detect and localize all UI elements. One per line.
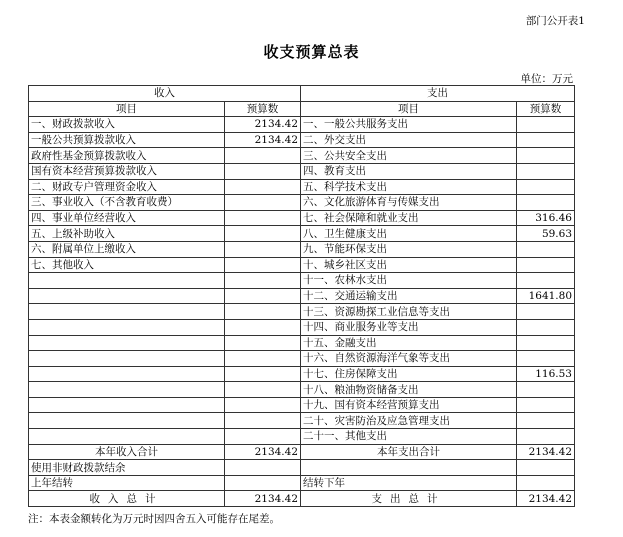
unit-label: 单位：万元	[520, 73, 573, 85]
carry-over-row	[29, 475, 575, 491]
table-row	[29, 179, 575, 195]
table-row	[29, 319, 575, 335]
table-row	[29, 195, 575, 211]
expense-value-cell	[517, 117, 575, 133]
income-value-cell	[225, 319, 301, 335]
expense-value-cell	[517, 413, 575, 429]
expense-value-cell: 1641.80	[517, 288, 575, 304]
table-row	[29, 382, 575, 398]
expense-item-cell: 十一、农林水支出	[301, 273, 517, 289]
non-fiscal-label: 使用非财政拨款结余	[29, 460, 225, 476]
income-value-cell	[225, 366, 301, 382]
table-row	[29, 397, 575, 413]
income-value-cell: 2134.42	[225, 117, 301, 133]
table-row	[29, 241, 575, 257]
income-item-cell	[29, 319, 225, 335]
expense-item-cell: 十三、资源勘探工业信息等支出	[301, 304, 517, 320]
income-item-cell: 五、上级补助收入	[29, 226, 225, 242]
income-item-header: 项目	[29, 101, 225, 117]
expense-item-cell: 六、文化旅游体育与传媒支出	[301, 195, 517, 211]
income-value-cell	[225, 210, 301, 226]
expense-value-cell	[517, 132, 575, 148]
expense-value-cell	[517, 335, 575, 351]
table-row	[29, 366, 575, 382]
non-fiscal-balance-row	[29, 460, 575, 476]
expense-item-header: 项目	[301, 101, 517, 117]
income-value-cell	[225, 429, 301, 445]
column-header-row	[29, 101, 575, 117]
income-value-cell	[225, 257, 301, 273]
income-item-cell: 七、其他收入	[29, 257, 225, 273]
expense-item-cell: 五、科学技术支出	[301, 179, 517, 195]
expense-item-cell: 十七、住房保障支出	[301, 366, 517, 382]
income-value-cell	[225, 351, 301, 367]
income-item-cell	[29, 366, 225, 382]
expense-value-cell	[517, 397, 575, 413]
table-row	[29, 163, 575, 179]
section-header-row	[29, 86, 575, 102]
table-row	[29, 288, 575, 304]
expense-item-cell: 二十、灾害防治及应急管理支出	[301, 413, 517, 429]
table-row	[29, 304, 575, 320]
income-item-cell	[29, 413, 225, 429]
income-value-cell	[225, 179, 301, 195]
income-value-cell	[225, 241, 301, 257]
income-item-cell: 政府性基金预算拨款收入	[29, 148, 225, 164]
income-item-cell: 六、附属单位上缴收入	[29, 241, 225, 257]
income-header: 收入	[29, 86, 301, 102]
next-carry-label: 结转下年	[301, 475, 517, 491]
prev-carry-label: 上年结转	[29, 475, 225, 491]
income-value-cell	[225, 382, 301, 398]
year-expense-label: 本年支出合计	[301, 444, 517, 460]
year-total-row	[29, 444, 575, 460]
table-row	[29, 148, 575, 164]
income-value-cell	[225, 148, 301, 164]
table-row	[29, 257, 575, 273]
income-value-cell	[225, 413, 301, 429]
income-value-cell: 2134.42	[225, 132, 301, 148]
expense-value-cell	[517, 382, 575, 398]
expense-value-cell: 316.46	[517, 210, 575, 226]
total-expense-value: 2134.42	[517, 491, 575, 507]
table-row	[29, 351, 575, 367]
expense-value-cell	[517, 195, 575, 211]
table-row	[29, 132, 575, 148]
income-value-cell	[225, 226, 301, 242]
table-row	[29, 226, 575, 242]
year-income-value: 2134.42	[225, 444, 301, 460]
income-item-cell	[29, 288, 225, 304]
form-number: 部门公开表1	[525, 15, 585, 27]
grand-total-row	[29, 491, 575, 507]
expense-item-cell: 四、教育支出	[301, 163, 517, 179]
income-item-cell	[29, 351, 225, 367]
expense-value-cell	[517, 257, 575, 273]
income-value-cell	[225, 397, 301, 413]
expense-item-cell: 二、外交支出	[301, 132, 517, 148]
income-item-cell	[29, 273, 225, 289]
expense-value-cell: 116.53	[517, 366, 575, 382]
expense-budget-header: 预算数	[517, 101, 575, 117]
table-row	[29, 117, 575, 133]
income-budget-header: 预算数	[225, 101, 301, 117]
income-item-cell: 一、财政拨款收入	[29, 117, 225, 133]
income-item-cell	[29, 382, 225, 398]
page-title: 收支预算总表	[263, 43, 360, 61]
expense-value-cell	[517, 179, 575, 195]
total-expense-label: 支出总计	[301, 491, 517, 507]
expense-value-cell	[517, 351, 575, 367]
income-value-cell	[225, 288, 301, 304]
expense-value-cell	[517, 273, 575, 289]
income-value-cell	[225, 304, 301, 320]
expense-item-cell: 一、一般公共服务支出	[301, 117, 517, 133]
expense-item-cell: 十五、金融支出	[301, 335, 517, 351]
expense-header: 支出	[301, 86, 575, 102]
income-value-cell	[225, 163, 301, 179]
expense-item-cell: 十八、粮油物资储备支出	[301, 382, 517, 398]
income-item-cell	[29, 304, 225, 320]
expense-value-cell	[517, 241, 575, 257]
table-row	[29, 335, 575, 351]
table-row	[29, 210, 575, 226]
expense-item-cell: 七、社会保障和就业支出	[301, 210, 517, 226]
income-item-cell: 四、事业单位经营收入	[29, 210, 225, 226]
total-income-label: 收入总计	[29, 491, 225, 507]
expense-item-cell: 十四、商业服务业等支出	[301, 319, 517, 335]
expense-item-cell: 三、公共安全支出	[301, 148, 517, 164]
year-expense-value: 2134.42	[517, 444, 575, 460]
expense-item-cell: 八、卫生健康支出	[301, 226, 517, 242]
expense-item-cell: 二十一、其他支出	[301, 429, 517, 445]
income-value-cell	[225, 335, 301, 351]
expense-value-cell	[517, 429, 575, 445]
income-item-cell	[29, 429, 225, 445]
total-income-value: 2134.42	[225, 491, 301, 507]
income-item-cell: 二、财政专户管理资金收入	[29, 179, 225, 195]
expense-value-cell: 59.63	[517, 226, 575, 242]
expense-item-cell: 九、节能环保支出	[301, 241, 517, 257]
footnote: 注：本表金额转化为万元时因四舍五入可能存在尾差。	[28, 513, 280, 525]
income-value-cell	[225, 273, 301, 289]
expense-item-cell: 十六、自然资源海洋气象等支出	[301, 351, 517, 367]
income-item-cell: 一般公共预算拨款收入	[29, 132, 225, 148]
budget-summary-table	[28, 85, 575, 507]
table-row	[29, 273, 575, 289]
income-item-cell: 国有资本经营预算拨款收入	[29, 163, 225, 179]
expense-item-cell: 十九、国有资本经营预算支出	[301, 397, 517, 413]
year-income-label: 本年收入合计	[29, 444, 225, 460]
table-row	[29, 413, 575, 429]
table-row	[29, 429, 575, 445]
income-value-cell	[225, 195, 301, 211]
expense-value-cell	[517, 304, 575, 320]
expense-value-cell	[517, 319, 575, 335]
income-item-cell	[29, 397, 225, 413]
income-item-cell	[29, 335, 225, 351]
expense-value-cell	[517, 163, 575, 179]
expense-item-cell: 十、城乡社区支出	[301, 257, 517, 273]
expense-item-cell: 十二、交通运输支出	[301, 288, 517, 304]
income-item-cell: 三、事业收入（不含教育收费）	[29, 195, 225, 211]
expense-value-cell	[517, 148, 575, 164]
